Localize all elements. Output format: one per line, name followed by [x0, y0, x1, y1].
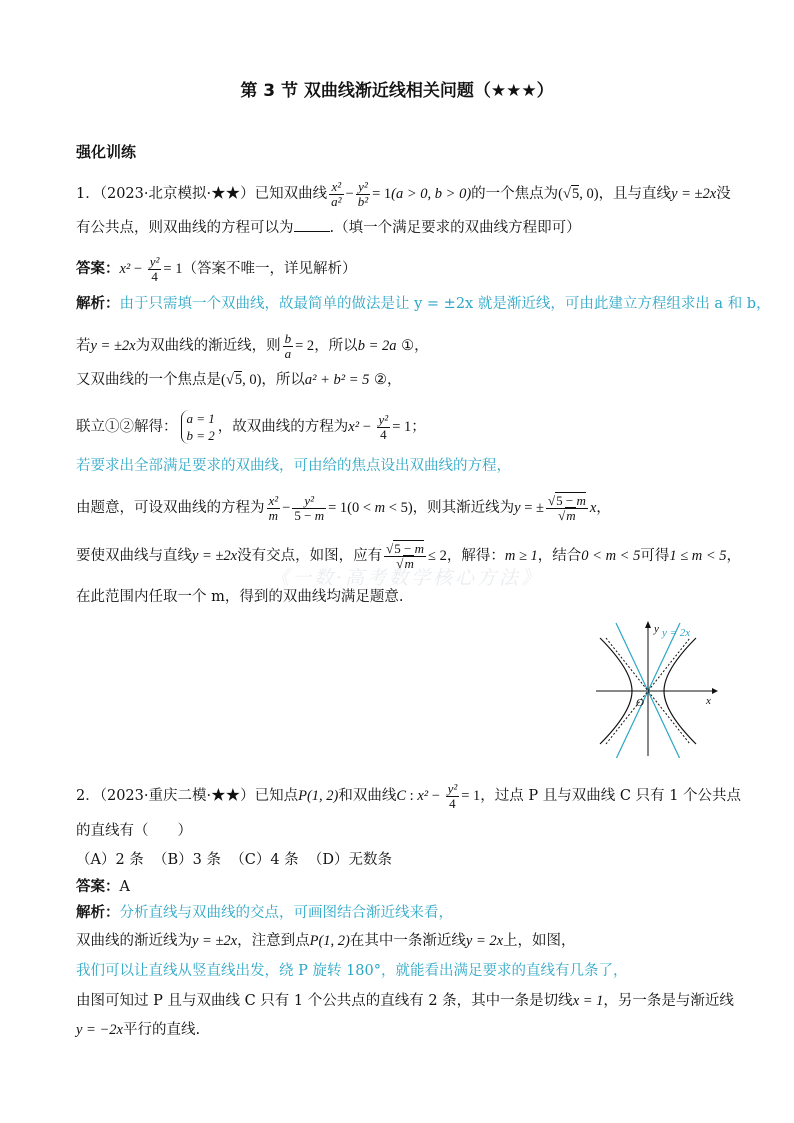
q2-solution-hint-1: 分析直线与双曲线的交点，可画图结合渐近线来看，: [119, 905, 453, 921]
watermark-text: 《一数·高考数学核心方法》: [270, 567, 544, 589]
q1-sol-4a: 联立①②解得：: [76, 419, 178, 435]
line-label: y = 2x: [662, 627, 691, 639]
q1-hyperbola-figure: [592, 618, 722, 758]
q1-answer-note: （答案不唯一，详见解析）: [182, 260, 357, 277]
q2-options: [76, 850, 392, 870]
q1-sol-2b: 为双曲线的渐近线，则: [135, 337, 281, 354]
q1-sol-2-line: y = ±2x: [90, 337, 136, 354]
q2-point: P(1, 2): [298, 787, 339, 804]
q2-solution-hint-2: 我们可以让直线从竖直线出发，绕 P 旋转 180°，就能看出满足要求的直线有几条了，: [76, 963, 628, 979]
q2-sol-4a: 由图可知过 P 且与双曲线 C 只有 1 个公共点的直线有 2 条，其中一条是切线: [76, 993, 573, 1009]
q2-stem-line-1: [76, 782, 741, 811]
q1-solution-line-1: [76, 294, 771, 314]
q2-sol-5a: y = −2x: [76, 1022, 123, 1038]
q2-sol-2e: y = 2x: [465, 933, 504, 949]
q2-solution-line-3: [76, 961, 628, 981]
q1-general-equation: $\frac{\text{x²}}{m}$ − $\frac{\text{y²}}{5 - m}$ = 1(0 < m < 5): [268, 493, 413, 523]
y-axis-arrow: [645, 621, 651, 628]
y-axis-label: y: [654, 623, 659, 635]
q1-system-solution: a = 1 b = 2: [181, 410, 215, 444]
q1-inequality: $\frac{√5 - m}{√m}$ ≤ 2: [386, 541, 447, 571]
q2-sol-2b: y = ±2x: [192, 933, 238, 949]
q1-hyperbola-equation: $\frac{\text{x²}}{\text{a²}}$ − $\frac{\text{y²}}{\text{b²}}$ = 1: [331, 179, 392, 209]
q1-text-b: 的一个焦点为: [471, 185, 559, 202]
q1-sol-7a: 要使双曲线与直线: [76, 547, 192, 564]
q2-text-a: 已知点: [254, 787, 299, 804]
q1-solution-hint-1: 由于只需填一个双曲线，故最简单的做法是让 y = ±2x 就是渐近线，可由此建立方程组求出 a 和 b，: [119, 296, 771, 312]
q1-text-a: 已知双曲线: [254, 185, 328, 202]
q2-answer-label: 答案：: [76, 879, 120, 895]
q1-sol-7f: 0 < m < 5: [581, 547, 641, 564]
x-axis-arrow: [712, 688, 718, 694]
q2-text-d: 的直线有（ ）: [76, 823, 192, 839]
q1-sol-7g: 可得: [640, 547, 670, 564]
q1-sol-4b: ，故双曲线的方程为: [217, 419, 349, 435]
q1-final-equation: x² − $\frac{\text{y²}}{4}$ = 1；: [348, 412, 426, 443]
q1-answer-label: 答案：: [76, 260, 120, 277]
q1-sol-7c: ，解得：: [446, 547, 505, 564]
q2-stem-line-2: [76, 821, 192, 841]
q1-sol-6a: 由题意，可设双曲线的方程为: [76, 499, 265, 516]
q2-sol-2f: 上，如图，: [503, 933, 576, 949]
q1-solution-line-4: [76, 410, 426, 444]
q1-sol-2d: b = 2a: [357, 337, 397, 354]
q2-option-a: （A）2 条: [76, 852, 144, 868]
q2-sol-4b: x = 1: [572, 993, 604, 1009]
q1-answer-line: [76, 255, 356, 284]
q2-option-c: （C）4 条: [230, 852, 299, 868]
q2-solution-line-2: [76, 931, 576, 951]
q1-solution-line-6: [76, 494, 611, 523]
q1-answer-blank: [294, 219, 330, 232]
x-axis-label: x: [706, 695, 711, 707]
q2-solution-line-4: [76, 991, 734, 1011]
q2-sol-2d: 在其中一条渐近线: [349, 933, 466, 949]
q1-focus: (√5, 0): [558, 185, 599, 202]
q1-source: （2023·北京模拟·★★）: [99, 185, 255, 202]
q1-sol-3-focus: (√5, 0): [221, 372, 262, 388]
q1-sol-7h: 1 ≤ m < 5: [669, 547, 727, 564]
q2-sol-2-point: P(1, 2): [309, 933, 350, 949]
q2-solution-label: 解析：: [76, 905, 120, 921]
q1-sol-6b: ，则其渐近线为: [412, 499, 515, 516]
q1-sol-3b: ，所以: [261, 372, 305, 388]
q1-asymptote-formula: y = ± $\frac{√5 - m}{√m}$ x，: [514, 493, 611, 523]
q1-condition: (a > 0, b > 0): [391, 185, 472, 202]
q1-sol-2e: ①，: [401, 337, 429, 354]
q1-solution-line-5: [76, 456, 511, 476]
page-title: 第 3 节 双曲线渐近线相关问题（★★★）: [240, 81, 554, 101]
q1-sol-7-line: y = ±2x: [192, 547, 238, 564]
q2-sol-2c: ，注意到点: [237, 933, 310, 949]
q1-answer-equation: x² − $\frac{\text{y²}}{4}$ = 1: [119, 254, 183, 284]
q2-text-b: 和双曲线: [338, 787, 397, 804]
q2-text-c: ，过点 P 且与双曲线 C 只有 1 个公共点: [480, 787, 742, 804]
q1-sol-7b: 没有交点，如图，应有: [237, 547, 383, 564]
q2-number: 2．: [76, 787, 100, 804]
q1-ratio: $\frac{b}{a}$ = 2: [284, 331, 315, 361]
q1-text-d: 没: [716, 185, 731, 202]
q2-sol-2a: 双曲线的渐近线为: [76, 933, 192, 949]
q2-source: （2023·重庆二模·★★）: [99, 787, 255, 804]
q2-answer: A: [119, 879, 130, 895]
q2-option-b: （B）3 条: [153, 852, 222, 868]
q1-sol-3c: a² + b² = 5: [304, 372, 370, 388]
q1-stem-line-1: [76, 180, 731, 209]
q1-solution-line-8: [76, 587, 403, 607]
q1-sol-3a: 又双曲线的一个焦点是: [76, 372, 221, 388]
q1-text-f: .（填一个满足要求的双曲线方程即可）: [329, 220, 581, 236]
q2-sol-5b: 平行的直线.: [122, 1022, 201, 1038]
q1-stem-line-2: [76, 218, 581, 238]
q2-option-d: （D）无数条: [307, 852, 393, 868]
q1-solution-label: 解析：: [76, 296, 120, 312]
origin-label: O: [636, 697, 644, 709]
q1-line-eq: y = ±2x: [671, 185, 717, 202]
q1-sol-2a: 若: [76, 337, 91, 354]
q1-solution-line-2: [76, 332, 429, 361]
q1-sol-8: 在此范围内任取一个 m，得到的双曲线均满足题意.: [76, 589, 404, 605]
q2-hyperbola-equation: C : x² − $\frac{\text{y²}}{4}$ = 1: [396, 781, 481, 811]
q1-solution-line-7: 要使双曲线与直线y = ±2x没有交点，如图，应有 $\frac{√5 - m}{√m}$ ≤ 2，解得：m ≥ 1，结合0 < m < 5可得1 ≤ m < 5，: [76, 541, 742, 571]
q2-solution-line-1: [76, 903, 453, 923]
section-heading: 强化训练: [76, 143, 137, 161]
q1-solution-hint-2: 若要求出全部满足要求的双曲线，可由给的焦点设出双曲线的方程，: [76, 458, 511, 474]
q1-text-c: ，且与直线: [598, 185, 672, 202]
q1-sol-3d: ②，: [374, 372, 402, 388]
q1-sol-7d: m ≥ 1: [504, 547, 538, 564]
q1-text-e: 有公共点，则双曲线的方程可以为: [76, 220, 294, 236]
q1-solution-line-3: [76, 370, 402, 390]
q2-solution-line-5: [76, 1020, 200, 1040]
q1-sol-7e: ，结合: [537, 547, 582, 564]
q2-sol-4c: ，另一条是与渐近线: [603, 993, 734, 1009]
q1-number: 1．: [76, 185, 100, 202]
q1-sol-2c: ，所以: [314, 337, 358, 354]
q2-answer-line: [76, 877, 130, 897]
